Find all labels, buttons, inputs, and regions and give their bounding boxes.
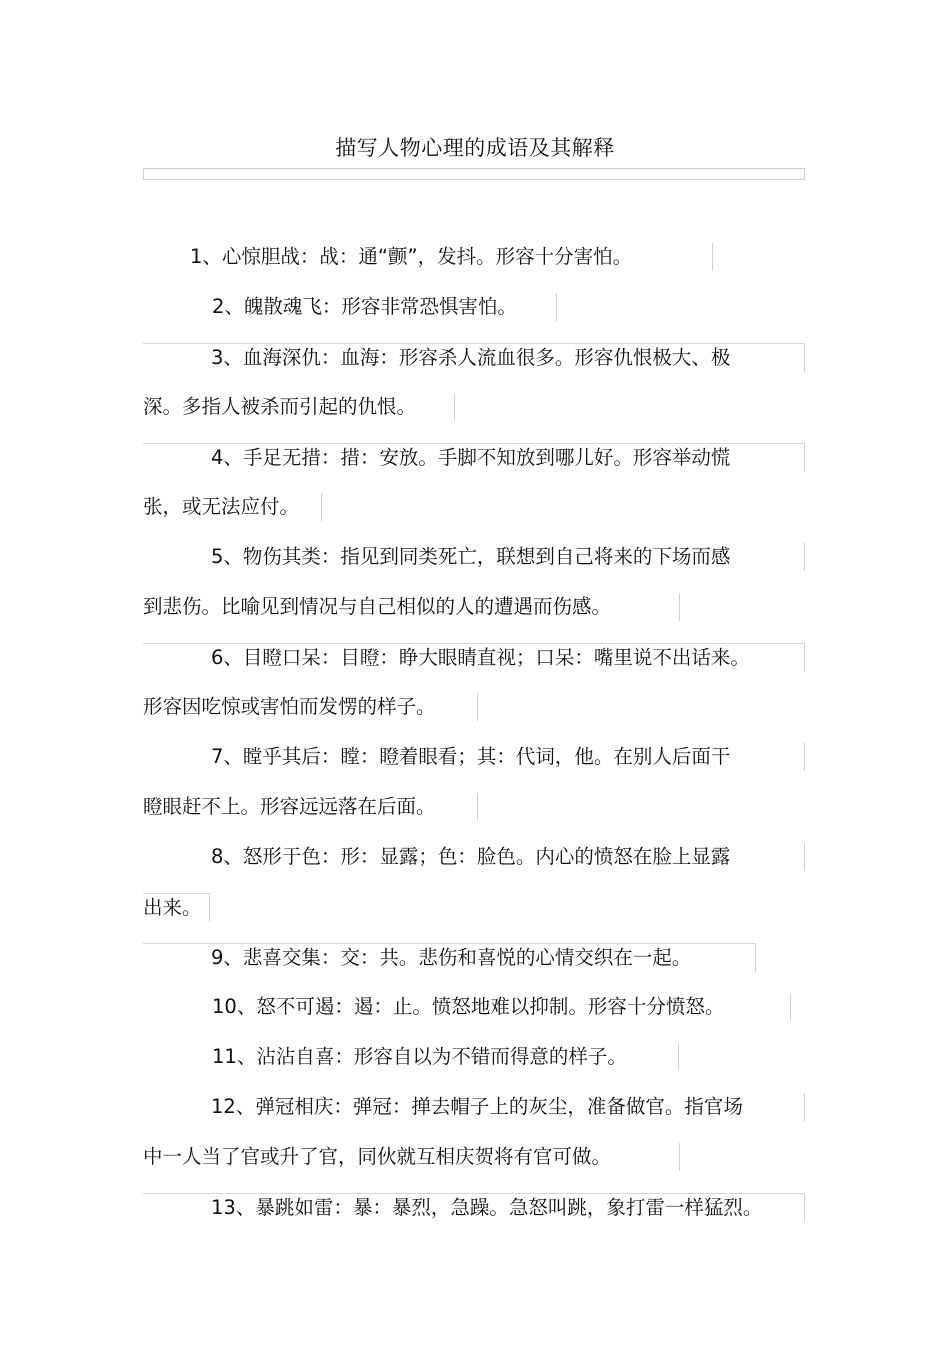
line-15: 9、悲喜交集：交：共。悲伤和喜悦的心情交织在一起。 [143,943,756,972]
line-16: 10、怒不可遏：遏：止。愤怒地难以抑制。形容十分愤怒。 [212,993,791,1021]
line-19: 中一人当了官或升了官，同伙就互相庆贺将有官可做。 [143,1143,680,1171]
document-title: 描写人物心理的成语及其解释 [335,136,615,160]
line-3: 3、血海深仇：血海：形容杀人流血很多。形容仇恨极大、极 [143,343,805,372]
line-11: 7、瞠乎其后：瞠：瞪着眼看；其：代词，他。在别人后面干 [143,743,805,771]
line-14: 出来。 [143,893,210,922]
line-5: 4、手足无措：措：安放。手脚不知放到哪儿好。形容举动慌 [143,443,805,472]
line-18: 12、弹冠相庆：弹冠：掸去帽子上的灰尘，准备做官。指官场 [143,1093,805,1121]
line-20: 13、暴跳如雷：暴：暴烈，急躁。急怒叫跳，象打雷一样猛烈。 [143,1193,805,1222]
line-17: 11、沾沾自喜：形容自以为不错而得意的样子。 [212,1043,679,1071]
title-rule [143,168,805,180]
line-2: 2、魄散魂飞：形容非常恐惧害怕。 [212,293,557,321]
line-7: 5、物伤其类：指见到同类死亡，联想到自己将来的下场而感 [143,543,805,571]
line-10: 形容因吃惊或害怕而发愣的样子。 [143,693,478,721]
line-8: 到悲伤。比喻见到情况与自己相似的人的遭遇而伤感。 [143,593,680,621]
line-12: 瞪眼赶不上。形容远远落在后面。 [143,793,478,821]
line-13: 8、怒形于色：形：显露；色：脸色。内心的愤怒在脸上显露 [143,843,805,871]
line-6: 张，或无法应付。 [143,493,322,521]
line-1: 1、心惊胆战：战：通“颤”，发抖。形容十分害怕。 [190,243,713,271]
line-9: 6、目瞪口呆：目瞪：睁大眼睛直视；口呆：嘴里说不出话来。 [143,643,805,672]
line-4: 深。多指人被杀而引起的仇恨。 [143,393,455,421]
